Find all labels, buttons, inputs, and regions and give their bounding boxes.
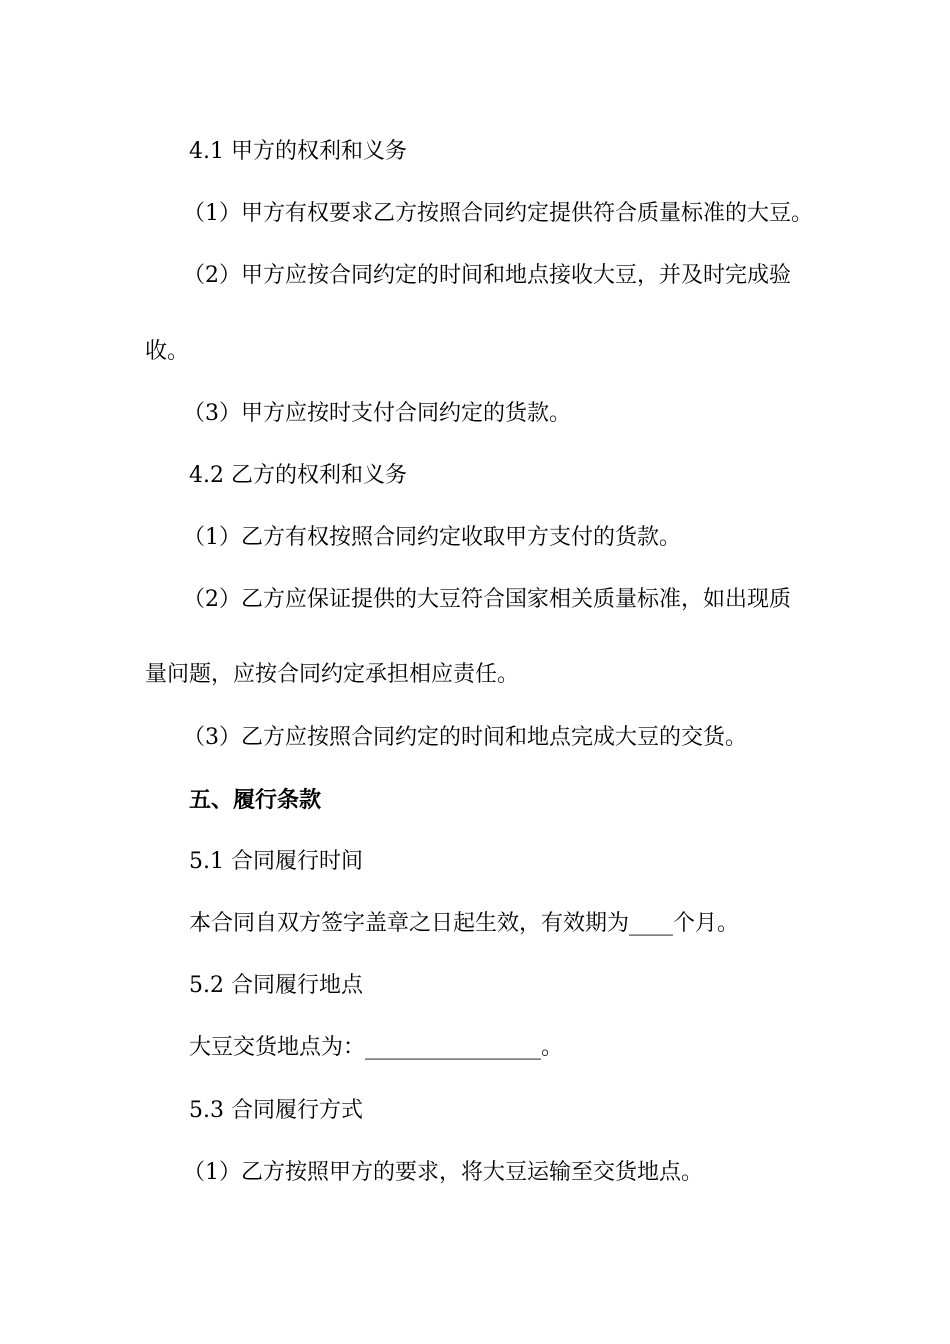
- paragraph-line: （1）乙方有权按照合同约定收取甲方支付的货款。: [183, 525, 681, 550]
- section-heading-4-2: 4.2 乙方的权利和义务: [189, 463, 407, 488]
- paragraph-line: （2）乙方应保证提供的大豆符合国家相关质量标准，如出现质: [183, 587, 791, 612]
- paragraph-line: （3）甲方应按时支付合同约定的货款。: [183, 401, 571, 426]
- section-heading-4-1: 4.1 甲方的权利和义务: [189, 139, 407, 164]
- paragraph-line: （1）甲方有权要求乙方按照合同约定提供符合质量标准的大豆。: [183, 201, 813, 226]
- paragraph-line: 本合同自双方签字盖章之日起生效，有效期为____个月。: [189, 911, 740, 936]
- paragraph-line: 大豆交货地点为：________________。: [189, 1035, 564, 1060]
- paragraph-line: （3）乙方应按照合同约定的时间和地点完成大豆的交货。: [183, 725, 747, 750]
- section-heading-5-2: 5.2 合同履行地点: [189, 973, 363, 998]
- section-heading-5-1: 5.1 合同履行时间: [189, 849, 363, 874]
- paragraph-line: 收。: [145, 339, 190, 364]
- chapter-heading-5: 五、履行条款: [189, 787, 322, 813]
- section-heading-5-3: 5.3 合同履行方式: [189, 1098, 363, 1123]
- paragraph-line: （2）甲方应按合同约定的时间和地点接收大豆，并及时完成验: [183, 263, 791, 288]
- paragraph-line: （1）乙方按照甲方的要求，将大豆运输至交货地点。: [183, 1160, 703, 1185]
- paragraph-line: 量问题，应按合同约定承担相应责任。: [145, 662, 520, 687]
